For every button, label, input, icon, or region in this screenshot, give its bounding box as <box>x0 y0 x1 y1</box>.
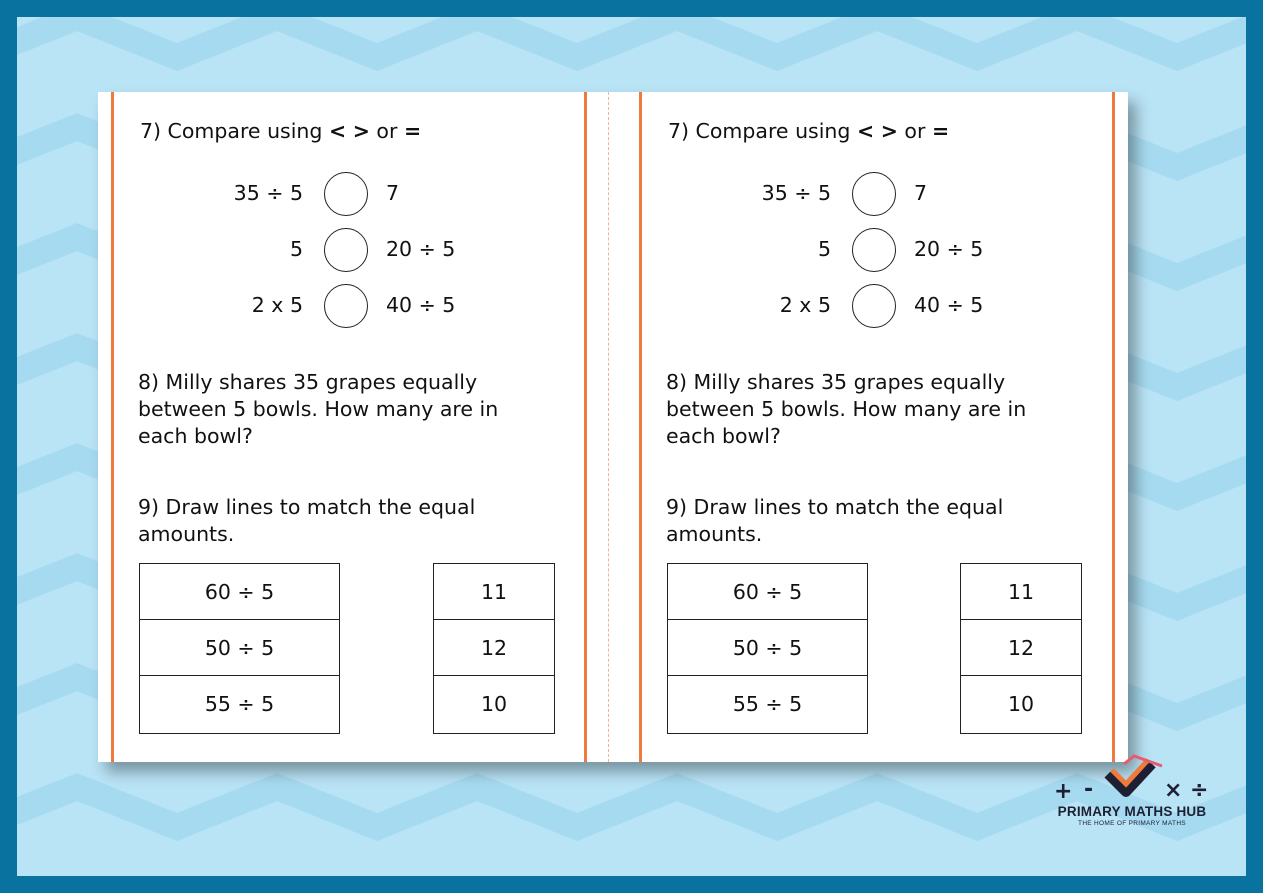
match-box[interactable]: 11 <box>961 564 1081 620</box>
q7-prompt: 7) Compare using < > or = <box>140 119 422 143</box>
compare-left: 35 ÷ 5 <box>761 181 831 205</box>
fold-line <box>608 92 610 762</box>
match-right-column <box>960 563 1082 734</box>
match-right-column <box>433 563 555 734</box>
match-box[interactable]: 50 ÷ 5 <box>140 620 339 676</box>
compare-row <box>98 284 610 328</box>
compare-row <box>616 284 1128 328</box>
logo-mark-icon <box>1040 752 1225 804</box>
compare-row <box>98 228 610 272</box>
compare-circle[interactable] <box>852 284 896 328</box>
match-left-column <box>667 563 868 734</box>
match-left-column <box>139 563 340 734</box>
compare-left: 2 x 5 <box>251 293 303 317</box>
match-box[interactable]: 50 ÷ 5 <box>668 620 867 676</box>
compare-row <box>98 172 610 216</box>
compare-circle[interactable] <box>852 172 896 216</box>
match-box[interactable]: 10 <box>1007 692 1035 716</box>
compare-circle[interactable] <box>324 172 368 216</box>
question-card-left <box>98 92 610 762</box>
logo-name: PRIMARY MATHS HUB <box>1057 804 1207 819</box>
compare-left: 35 ÷ 5 <box>233 181 303 205</box>
logo-tagline: THE HOME OF PRIMARY MATHS <box>1078 820 1186 827</box>
primary-maths-hub-logo <box>1040 752 1225 832</box>
compare-left: 5 <box>289 237 303 261</box>
check-icon <box>1108 756 1162 792</box>
divide-symbol: ÷ <box>1190 778 1209 803</box>
compare-right: 20 ÷ 5 <box>914 237 984 261</box>
match-box[interactable]: 55 ÷ 5 <box>204 692 275 716</box>
compare-left: 2 x 5 <box>779 293 831 317</box>
compare-row <box>616 228 1128 272</box>
times-symbol: × <box>1164 778 1183 803</box>
match-box[interactable]: 60 ÷ 5 <box>668 564 867 620</box>
compare-left: 5 <box>817 237 831 261</box>
q9-text: 9) Draw lines to match the equal amounts. <box>666 495 1004 546</box>
minus-symbol: - <box>1084 777 1094 802</box>
q8-text: 8) Milly shares 35 grapes equally between 5 bowls. How many are in each bowl? <box>666 370 1027 448</box>
match-box[interactable]: 55 ÷ 5 <box>732 692 803 716</box>
match-box[interactable]: 10 <box>480 692 508 716</box>
q8-text: 8) Milly shares 35 grapes equally between 5 bowls. How many are in each bowl? <box>138 370 499 448</box>
match-box[interactable]: 12 <box>434 620 554 676</box>
compare-row <box>616 172 1128 216</box>
worksheet <box>98 92 1128 762</box>
q9-text: 9) Draw lines to match the equal amounts. <box>138 495 476 546</box>
question-card-right <box>616 92 1128 762</box>
match-box[interactable]: 60 ÷ 5 <box>140 564 339 620</box>
q7-prompt: 7) Compare using < > or = <box>668 119 950 143</box>
compare-right: 7 <box>386 181 400 205</box>
compare-circle[interactable] <box>852 228 896 272</box>
match-box[interactable]: 11 <box>434 564 554 620</box>
compare-right: 7 <box>914 181 928 205</box>
compare-circle[interactable] <box>324 284 368 328</box>
compare-right: 40 ÷ 5 <box>386 293 456 317</box>
match-box[interactable]: 12 <box>961 620 1081 676</box>
plus-symbol: + <box>1054 779 1073 804</box>
compare-right: 20 ÷ 5 <box>386 237 456 261</box>
compare-circle[interactable] <box>324 228 368 272</box>
compare-right: 40 ÷ 5 <box>914 293 984 317</box>
